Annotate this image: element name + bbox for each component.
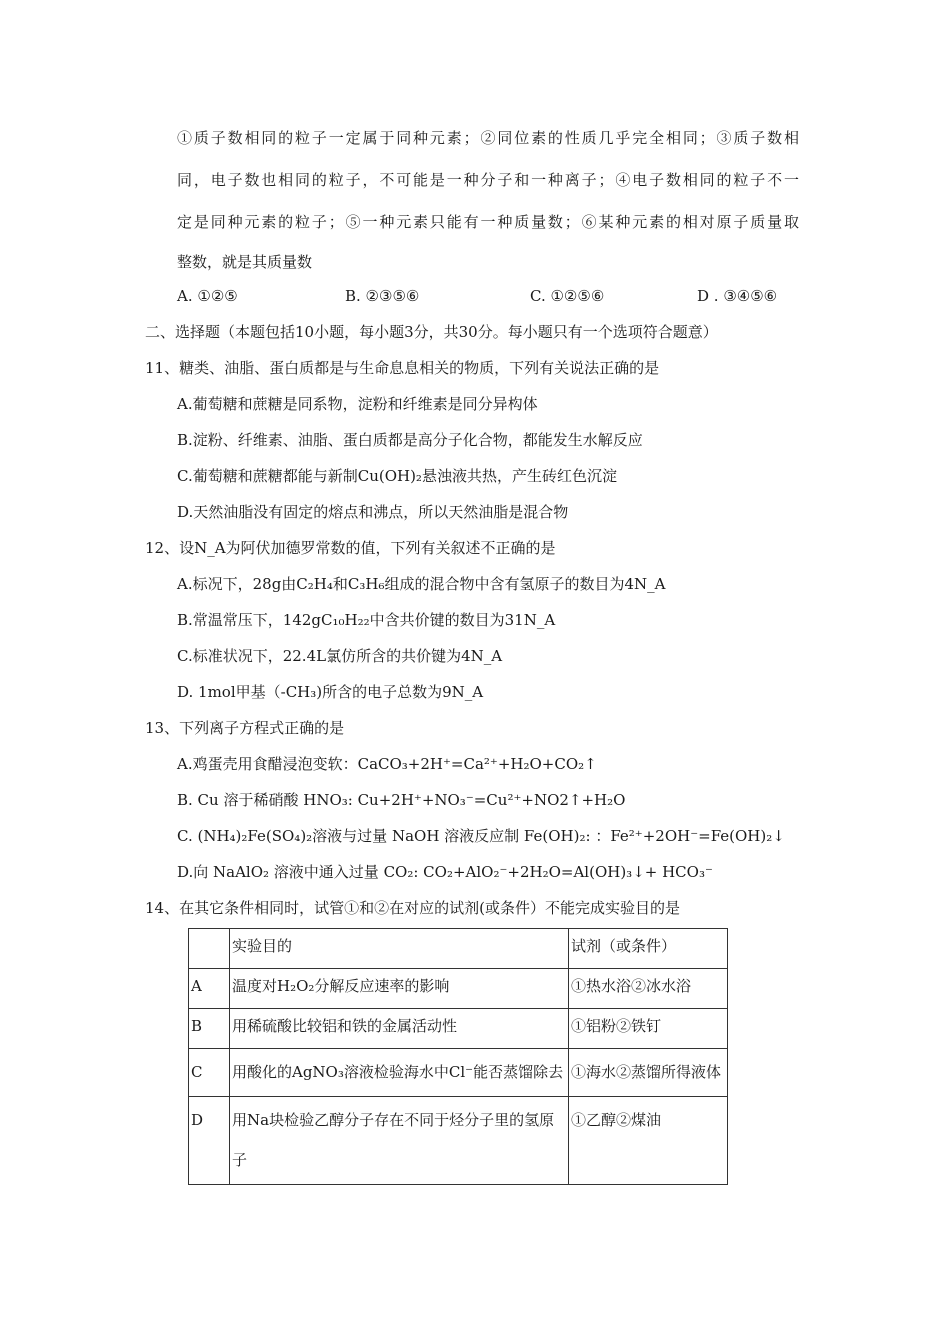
- table-header-cell: [189, 929, 230, 969]
- q10-statement-line-2: 同，电子数也相同的粒子，不可能是一种分子和一种离子；④电子数相同的粒子不一: [177, 171, 799, 189]
- q11-option-a: A.葡萄糖和蔗糖是同系物，淀粉和纤维素是同分异构体: [177, 395, 538, 413]
- table-row: [189, 1049, 728, 1097]
- q12-option-a: A.标况下，28g由C₂H₄和C₃H₆组成的混合物中含有氢原子的数目为4N_A: [177, 575, 666, 593]
- table-header-cell: 实验目的: [230, 929, 569, 969]
- q10-statement-line-4: 整数，就是其质量数: [177, 253, 313, 271]
- table-cell: D: [189, 1097, 230, 1185]
- q14-stem: 14、在其它条件相同时，试管①和②在对应的试剂(或条件）不能完成实验目的是: [145, 899, 680, 917]
- table-cell: B: [189, 1009, 230, 1049]
- table-cell: C: [189, 1049, 230, 1097]
- q10-option-d: D . ③④⑤⑥: [697, 287, 778, 305]
- table-cell: 温度对H₂O₂分解反应速率的影响: [230, 969, 569, 1009]
- q10-option-a: A. ①②⑤: [177, 287, 238, 305]
- q11-option-d: D.天然油脂没有固定的熔点和沸点，所以天然油脂是混合物: [177, 503, 569, 521]
- q12-option-b: B.常温常压下，142gC₁₀H₂₂中含共价键的数目为31N_A: [177, 611, 556, 629]
- table-cell: ①海水②蒸馏所得液体: [569, 1049, 728, 1097]
- q10-option-c: C. ①②⑤⑥: [530, 287, 605, 305]
- table-cell: 用稀硫酸比较铝和铁的金属活动性: [230, 1009, 569, 1049]
- q13-option-a: A.鸡蛋壳用食醋浸泡变软：CaCO₃+2H⁺=Ca²⁺+H₂O+CO₂↑: [177, 755, 597, 773]
- table-cell: 用Na块检验乙醇分子存在不同于烃分子里的氢原子: [230, 1097, 569, 1185]
- q12-option-d: D. 1mol甲基（-CH₃)所含的电子总数为9N_A: [177, 683, 484, 701]
- q10-statement-line-3: 定是同种元素的粒子；⑤一种元素只能有一种质量数；⑥某种元素的相对原子质量取: [177, 213, 799, 231]
- q11-option-b: B.淀粉、纤维素、油脂、蛋白质都是高分子化合物，都能发生水解反应: [177, 431, 643, 449]
- table-header-row: [189, 929, 728, 969]
- table-row: [189, 969, 728, 1009]
- table-cell: ①乙醇②煤油: [569, 1097, 728, 1185]
- table-cell: ①热水浴②冰水浴: [569, 969, 728, 1009]
- section-heading: 二、选择题（本题包括10小题，每小题3分，共30分。每小题只有一个选项符合题意）: [145, 323, 718, 341]
- q10-option-b: B. ②③⑤⑥: [345, 287, 420, 305]
- q13-option-b: B. Cu 溶于稀硝酸 HNO₃: Cu+2H⁺+NO₃⁻=Cu²⁺+NO2↑+H₂O: [177, 791, 626, 809]
- experiment-table: [188, 928, 728, 1185]
- table-cell: A: [189, 969, 230, 1009]
- table-cell: ①铝粉②铁钉: [569, 1009, 728, 1049]
- table-row: [189, 1097, 728, 1185]
- q12-option-c: C.标准状况下，22.4L氯仿所含的共价键为4N_A: [177, 647, 503, 665]
- q10-statement-line-1: ①质子数相同的粒子一定属于同种元素；②同位素的性质几乎完全相同；③质子数相: [177, 129, 799, 147]
- q13-option-c: C. (NH₄)₂Fe(SO₄)₂溶液与过量 NaOH 溶液反应制 Fe(OH)₂: ：Fe²⁺+2OH⁻=Fe(OH)₂↓: [177, 827, 785, 845]
- table-cell: 用酸化的AgNO₃溶液检验海水中Cl⁻能否蒸馏除去: [230, 1049, 569, 1097]
- table-header-cell: 试剂（或条件）: [569, 929, 728, 969]
- table-row: [189, 1009, 728, 1049]
- q13-option-d: D.向 NaAlO₂ 溶液中通入过量 CO₂: CO₂+AlO₂⁻+2H₂O=Al(OH)₃↓+ HCO₃⁻: [177, 863, 713, 881]
- q12-stem: 12、设N_A为阿伏加德罗常数的值，下列有关叙述不正确的是: [145, 539, 556, 557]
- q11-option-c: C.葡萄糖和蔗糖都能与新制Cu(OH)₂悬浊液共热，产生砖红色沉淀: [177, 467, 617, 485]
- q13-stem: 13、下列离子方程式正确的是: [145, 719, 345, 737]
- q11-stem: 11、糖类、油脂、蛋白质都是与生命息息相关的物质，下列有关说法正确的是: [145, 359, 660, 377]
